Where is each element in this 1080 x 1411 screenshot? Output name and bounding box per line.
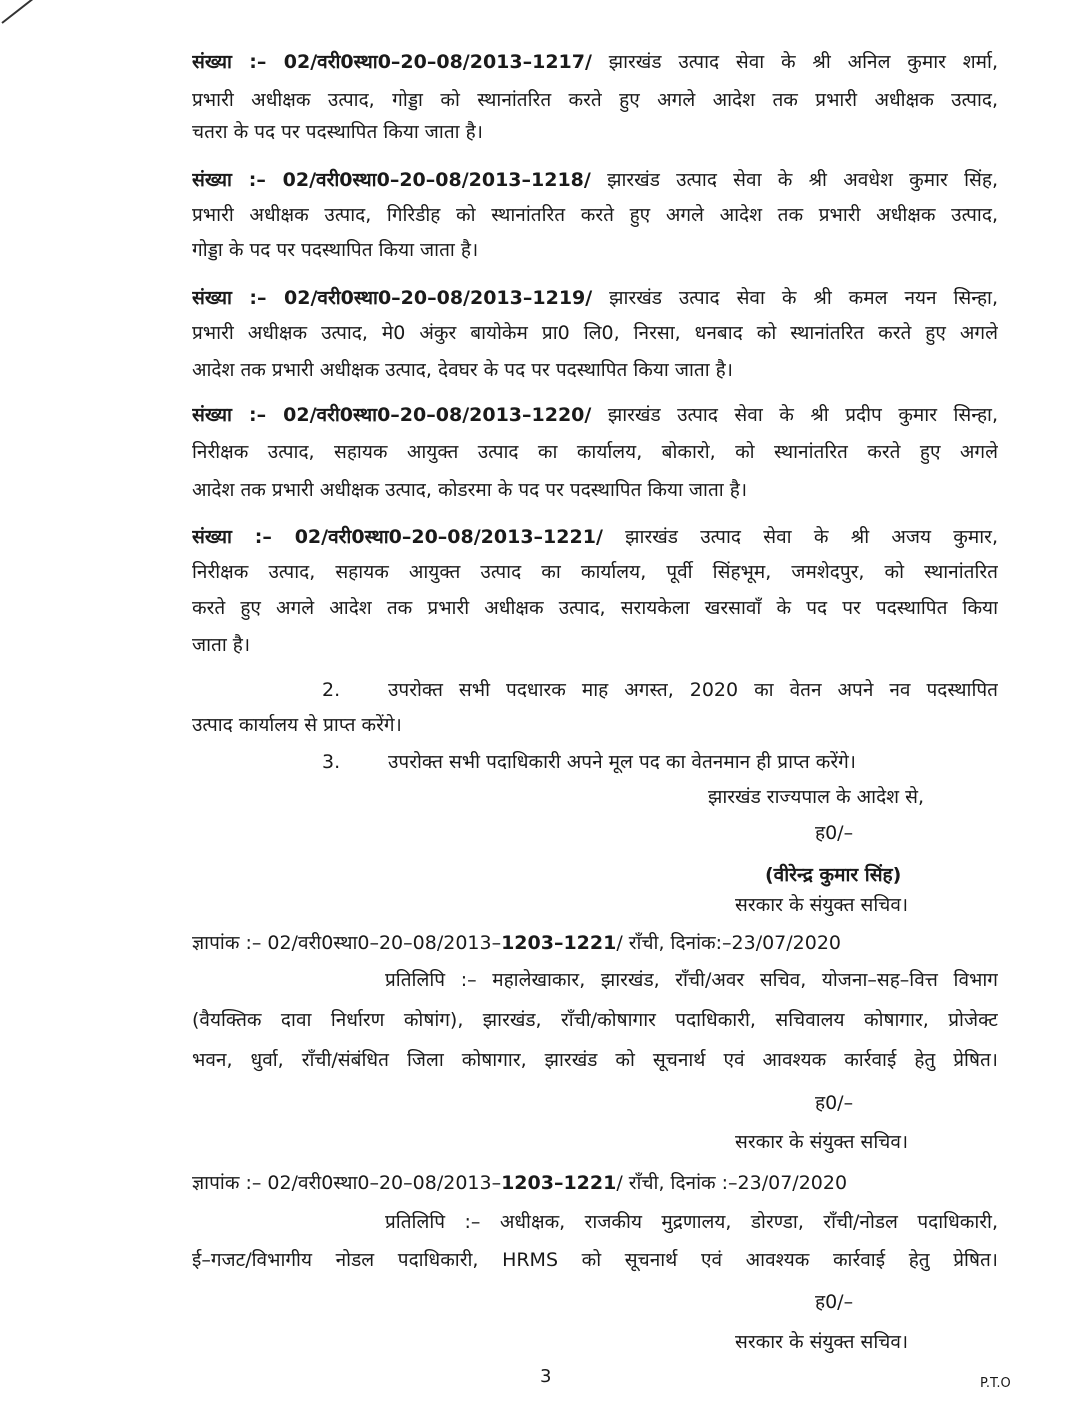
order-reference: संख्या :– 02/वरी0स्था0–20–08/2013–1219/ [192,287,593,309]
order-line [192,165,998,195]
text: प्रभारी अधीक्षक उत्पाद, मे0 अंकुर बायोकेम प्रा0 लि0, निरसा, धनबाद को स्थानांतरित करते हुए अगले [192,322,998,344]
text: ज्ञापांक :– 02/वरी0स्था0–20–08/2013– [192,1172,502,1194]
text: उपरोक्त सभी पदाधिकारी अपने मूल पद का वेतनमान ही प्राप्त करेंगे। [388,751,856,773]
order-line [192,235,478,265]
text: सरकार के संयुक्त सचिव। [735,1331,909,1353]
order-line [192,437,998,467]
text: करते हुए अगले आदेश तक प्रभारी अधीक्षक उत्पाद, सरायकेला खरसावाँ के पद पर पदस्थापित किया [192,597,998,619]
text: झारखंड उत्पाद सेवा के श्री कमल नयन सिन्हा, [609,287,998,309]
order-line [192,85,998,115]
order-line [192,283,998,313]
order-reference: संख्या :– 02/वरी0स्था0–20–08/2013–1220/ [192,404,592,426]
order-line [192,117,483,147]
text: 1203–1221 [501,1172,617,1194]
text: निरीक्षक उत्पाद, सहायक आयुक्त उत्पाद का कार्यालय, पूर्वी सिंहभूम, जमशेदपुर, को स्थानांतरित [192,561,998,583]
text-line [735,890,908,920]
text: झारखंड उत्पाद सेवा के श्री प्रदीप कुमार सिन्हा, [607,404,998,426]
order-line [192,522,998,552]
text: ह0/– [815,1092,854,1114]
text-line [192,710,402,740]
text-line [322,675,340,705]
text-line [765,860,901,890]
text: ह0/– [815,822,854,844]
text-line [815,818,853,848]
text-line [388,747,856,777]
text: प्रतिलिपि :– अधीक्षक, राजकीय मुद्रणालय, डोरण्डा, राँची/नोडल पदाधिकारी, [385,1211,998,1233]
text-line [735,1327,908,1357]
text: ह0/– [815,1291,854,1313]
text-line [192,1245,998,1275]
text: झारखंड राज्यपाल के आदेश से, [708,786,924,808]
order-reference: संख्या :– 02/वरी0स्था0–20–08/2013–1221/ [192,526,603,548]
point-number: 2. [322,679,341,701]
text-line [385,965,998,995]
order-line [192,400,998,430]
text: जाता है। [192,634,251,656]
order-line [192,355,733,385]
text: सरकार के संयुक्त सचिव। [735,894,909,916]
text: आदेश तक प्रभारी अधीक्षक उत्पाद, देवघर के पद पर पदस्थापित किया जाता है। [192,359,733,381]
text: निरीक्षक उत्पाद, सहायक आयुक्त उत्पाद का कार्यालय, बोकारो, को स्थानांतरित करते हुए अगले [192,441,998,463]
text-line [815,1088,853,1118]
memo-reference [192,1168,847,1198]
text: ई–गजट/विभागीय नोडल पदाधिकारी, HRMS को सूचनार्थ एवं आवश्यक कार्रवाई हेतु प्रेषित। [192,1249,998,1271]
text: ज्ञापांक :– 02/वरी0स्था0–20–08/2013– [192,932,502,954]
text-line [385,1207,998,1237]
order-line [192,630,250,660]
text-line [815,1287,853,1317]
order-line [192,557,998,587]
text: प्रभारी अधीक्षक उत्पाद, गोड्डा को स्थानांतरित करते हुए अगले आदेश तक प्रभारी अधीक्षक उत्पाद, [192,89,998,111]
text: / राँची, दिनांक :–23/07/2020 [616,1172,848,1194]
order-line [192,47,998,77]
text-line [735,1127,908,1157]
text: प्रतिलिपि :– महालेखाकार, झारखंड, राँची/अवर सचिव, योजना–सह–वित्त विभाग [385,969,998,991]
page-number: 3 [540,1366,552,1387]
scan-pen-mark [1,0,50,24]
text-line [192,1005,998,1035]
text: गोड्डा के पद पर पदस्थापित किया जाता है। [192,239,479,261]
text: झारखंड उत्पाद सेवा के श्री अनिल कुमार शर्मा, [608,51,998,73]
memo-reference [192,928,841,958]
text: सरकार के संयुक्त सचिव। [735,1131,909,1153]
text: आदेश तक प्रभारी अधीक्षक उत्पाद, कोडरमा के पद पर पदस्थापित किया जाता है। [192,479,748,501]
order-reference: संख्या :– 02/वरी0स्था0–20–08/2013–1217/ [192,51,592,73]
signatory-name: (वीरेन्द्र कुमार सिंह) [765,864,902,886]
text: उपरोक्त सभी पदधारक माह अगस्त, 2020 का वेतन अपने नव पदस्थापित [388,679,998,701]
text: झारखंड उत्पाद सेवा के श्री अवधेश कुमार सिंह, [607,169,998,191]
text: भवन, धुर्वा, राँची/संबंधित जिला कोषागार, झारखंड को सूचनार्थ एवं आवश्यक कार्रवाई हेतु प्रेषित। [192,1049,998,1071]
order-line [192,318,998,348]
text: झारखंड उत्पाद सेवा के श्री अजय कुमार, [625,526,998,548]
text: 1203–1221 [501,932,617,954]
text: / राँची, दिनांक:–23/07/2020 [616,932,842,954]
text-line [192,1045,998,1075]
text-line [708,782,924,812]
text: (वैयक्तिक दावा निर्धारण कोषांग), झारखंड, राँची/कोषागार पदाधिकारी, सचिवालय कोषागार, प्रोजेक्ट [192,1009,998,1031]
point-number: 3. [322,751,341,773]
order-line [192,593,998,623]
order-reference: संख्या :– 02/वरी0स्था0–20–08/2013–1218/ [192,169,591,191]
order-line [192,475,747,505]
text: उत्पाद कार्यालय से प्राप्त करेंगे। [192,714,402,736]
order-line [192,200,998,230]
text: चतरा के पद पर पदस्थापित किया जाता है। [192,121,483,143]
text-line [322,747,340,777]
text: प्रभारी अधीक्षक उत्पाद, गिरिडीह को स्थानांतरित करते हुए अगले आदेश तक प्रभारी अधीक्षक उत्पाद, [192,204,998,226]
pto-label: P.T.O [980,1376,1011,1391]
text-line [388,675,998,705]
